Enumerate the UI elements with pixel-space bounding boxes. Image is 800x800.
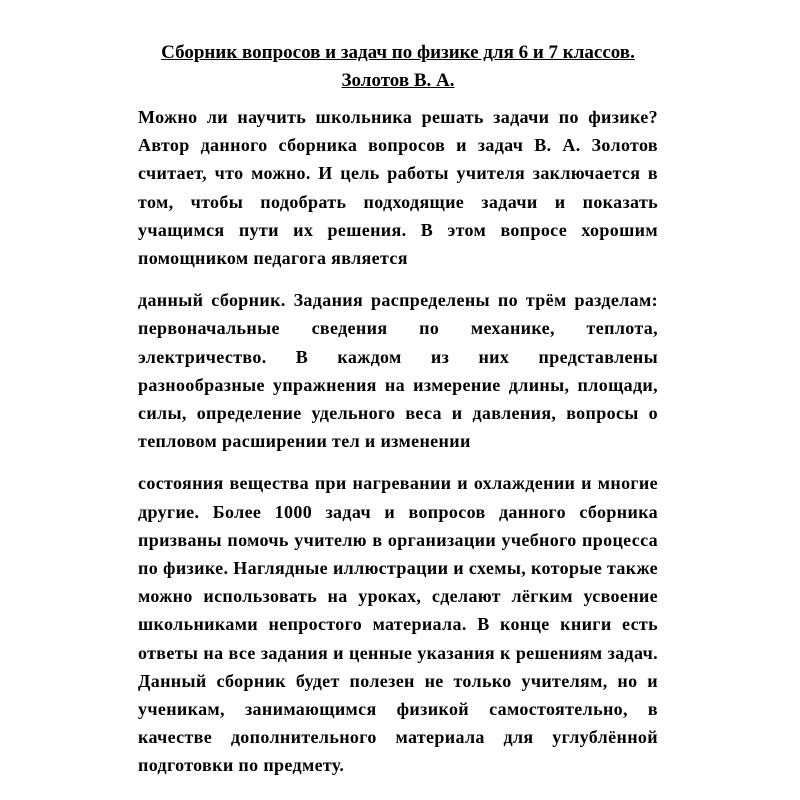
document-title: Сборник вопросов и задач по физике для 6 и 7 классов. Золотов В. А.: [161, 42, 635, 91]
paragraph-1: Можно ли научить школьника решать задачи по физике? Автор данного сборника вопросов и задач В. А. Золотов считает, что можно. И цель работы учителя заключается в том, чтобы подобрать подходящие задачи и показать учащимся пути их решения. В этом вопросе хорошим помощником педагога является: [138, 107, 658, 269]
document-page: [138, 30, 658, 780]
paragraph-3: состояния вещества при нагревании и охлаждении и многие другие. Более 1000 задач и вопросов данного сборника призваны помочь учителю в организации учебного процесса по физике. Наглядные иллюстрации и схемы, которые также можно использовать на уроках, сделают лёгким усвоение школьниками непростого материала. В конце книги есть ответы на все задания и ценные указания к решениям задач. Данный сборник будет полезен не только учителям, но и ученикам, занимающимся физикой самостоятельно, в качестве дополнительного материала для углублённой подготовки по предмету.: [138, 473, 658, 776]
paragraph-2: данный сборник. Задания распределены по трём разделам: первоначальные сведения по механике, теплота, электричество. В каждом из них представлены разнообразные упражнения на измерение длины, площади, силы, определение удельного веса и давления, вопросы о тепловом расширении тел и изменении: [138, 290, 658, 452]
